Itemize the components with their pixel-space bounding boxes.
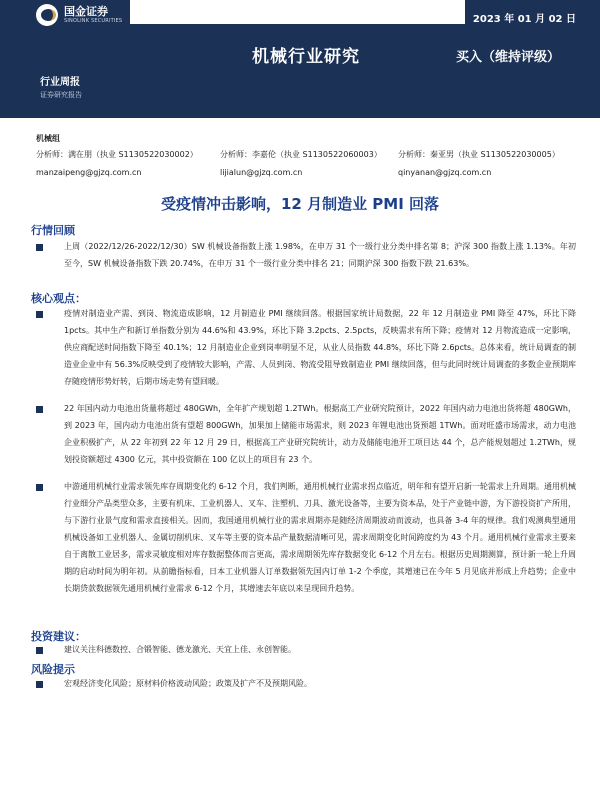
section-heading-risk: 风险提示	[31, 663, 75, 676]
report-header	[0, 0, 600, 118]
analyst-3: 分析师：秦亚男（执业 S1130522030005）	[398, 150, 560, 159]
views-paragraph-1: 疫情对制造业产需、到岗、物流造成影响，12 月制造业 PMI 继续回落。根据国家统计局数据，22 年 12 月制造业 PMI 降至 47%，环比下降 1pcts。其中生产和新订单指数分别为 44.6%和 43.9%，环比下降 3.2pcts、2.5pcts，反映需求有所下降；疫情对 12 月物流造成一定影响，供应商配送时间指数下降至 40.1%；12 月制造业企业到岗率明显不足，从业人员指数 44.8%，环比下降 2.6pcts。总体来看，统计局调查的制造业企业中有 56.3%反映受到了疫情较大影响，产需、人员到岗、物流受阻导致制造业 PMI 继续回落，但与此同时统计局调查的多数企业预期库存随疫情形势好转，后期市场走势有望回暖。	[64, 309, 576, 386]
rating: 买入（维持评级）	[456, 50, 561, 65]
bullet-icon	[36, 647, 43, 654]
bullet-icon	[36, 406, 43, 413]
analyst-3-email[interactable]: qinyanan@gjzq.com.cn	[398, 168, 492, 177]
analyst-2-email[interactable]: lijialun@gjzq.com.cn	[220, 168, 303, 177]
analyst-2: 分析师：李嘉伦（执业 S1130522060003）	[220, 150, 382, 159]
review-paragraph: 上周（2022/12/26-2022/12/30）SW 机械设备指数上涨 1.98%，在申万 31 个一级行业分类中排名第 8；沪深 300 指数上涨 1.13%。年初至今，SW 机械设备指数下跌 20.74%，在申万 31 个一级行业分类中排名 21；同期沪深 300 指数下跌 21.63%。	[64, 242, 576, 268]
section-heading-views: 核心观点：	[31, 292, 86, 305]
analyst-1-email[interactable]: manzaipeng@gjzq.com.cn	[36, 168, 142, 177]
section-heading-advice: 投资建议：	[31, 630, 86, 643]
report-subtitle: 证券研究报告	[40, 91, 82, 99]
bullet-icon	[36, 311, 43, 318]
bullet-icon	[36, 244, 43, 251]
risk-paragraph: 宏观经济变化风险；原材料价格波动风险；政策及扩产不及预期风险。	[64, 679, 312, 688]
logo-name-en: SINOLINK SECURITIES	[64, 18, 123, 24]
advice-paragraph: 建议关注科德数控、合锻智能、德龙激光、天宜上佳、永创智能。	[64, 645, 296, 654]
bullet-icon	[36, 681, 43, 688]
company-logo	[36, 4, 122, 26]
logo-icon	[36, 4, 58, 26]
analyst-group: 机械组	[36, 134, 60, 143]
views-paragraph-3: 中游通用机械行业需求领先库存周期变化约 6-12 个月，我们判断，通用机械行业需求拐点临近，明年和有望开启新一轮需求上升周期。通用机械行业细分产品类型众多，主要有机床、工业机器人、叉车、注塑机、刀具、激光设备等，主要为资本品，处于产业链中游，为下游投资扩产所用，与下游行业景气度和需求直接相关。因而，我国通用机械行业的需求周期亦是随经济周期波动而波动，也具备 3-4 年的规律。我们观测典型通用机械设备如工业机器人、金属切削机床、叉车等主要的资本品产量数据清晰可见，需求周期变化时间跨度约为 43 个月。通用机械行业需求主要来自于离散工业居多，需求灵敏度相对库存数据整体而言更高，需求周期领先库存数据变化 6-12 个月左右。根据历史周期测算，预计新一轮上升周期的启动时间为明年初。从前瞻指标看，日本工业机器人订单数据领先国内订单 1-2 个季度，其增速已在今年 5 月见底并形成上升趋势；企业中长期贷款数据领先通用机械行业需求 6-12 个月，其增速去年底以来呈现回升趋势。	[64, 482, 576, 593]
views-paragraph-2: 22 年国内动力电池出货量将超过 480GWh，全年扩产规划超 1.2TWh。根据高工产业研究院预计，2022 年国内动力电池出货将超 480GWh，到 2023 年，国内动力电池出货有望超 800GWh，加果加上储能市场需求，则 2023 年锂电池出货预超 1TWh。面对旺盛市场需求，动力电池企业积极扩产，从 22 年初到 22 年 12 月 29 日，根据高工产业研究院统计，动力及储能电池开工项目达 44 个，总产能规划超过 1.2TWh，规划投资额超过 4300 亿元，其中投资额在 100 亿以上的项目有 23 个。	[64, 404, 576, 464]
bullet-icon	[36, 484, 43, 491]
report-type: 行业周报	[40, 77, 80, 88]
report-title: 受疫情冲击影响，12 月制造业 PMI 回落	[160, 195, 440, 213]
analyst-1: 分析师：满在朋（执业 S1130522030002）	[36, 150, 198, 159]
report-date: 2023 年 01 月 02 日	[472, 14, 576, 25]
industry-title: 机械行业研究	[252, 47, 360, 67]
logo-name-cn: 国金证券	[64, 5, 108, 18]
header-top-strip	[130, 0, 465, 24]
section-heading-review: 行情回顾	[31, 224, 75, 237]
